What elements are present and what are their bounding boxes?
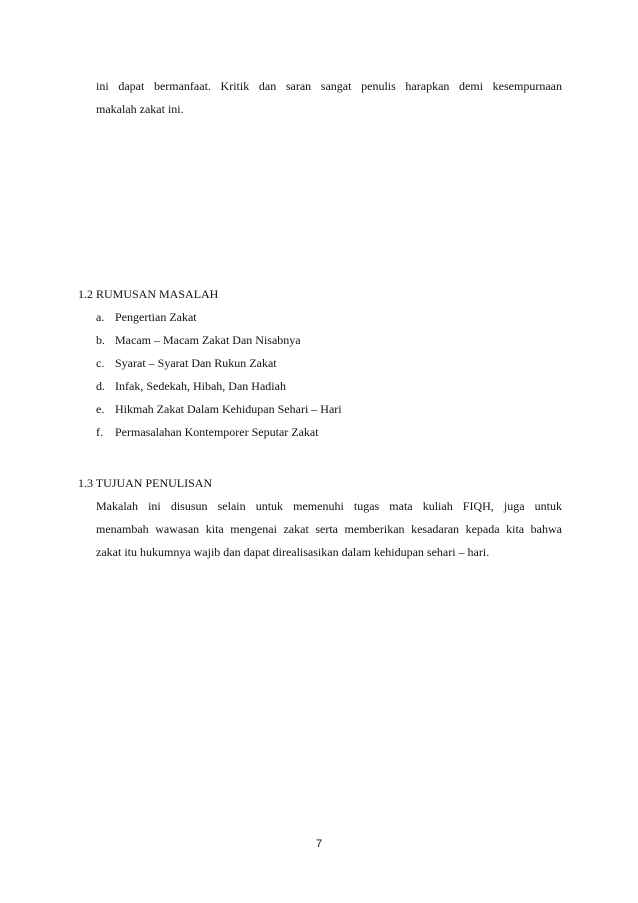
list-marker: a. <box>96 310 105 324</box>
list-marker: b. <box>96 333 105 347</box>
list-item <box>96 310 342 333</box>
list-marker: d. <box>96 379 105 393</box>
list-item-text: Hikmah Zakat Dalam Kehidupan Sehari – Hari <box>115 402 342 416</box>
list-marker: e. <box>96 402 105 416</box>
tujuan-paragraph-line-3: zakat itu hukumnya wajib dan dapat direalisasikan dalam kehidupan sehari – hari. <box>96 545 490 559</box>
section-heading-tujuan-penulisan: 1.3 TUJUAN PENULISAN <box>78 476 213 490</box>
rumusan-masalah-list <box>96 310 342 448</box>
intro-paragraph-line-2: makalah zakat ini. <box>96 102 184 116</box>
list-item <box>96 425 342 448</box>
list-item-text: Infak, Sedekah, Hibah, Dan Hadiah <box>115 379 286 393</box>
tujuan-paragraph-line-1: Makalah ini disusun selain untuk memenuhi tugas mata kuliah FIQH, juga untuk <box>96 499 562 513</box>
tujuan-paragraph-line-2: menambah wawasan kita mengenai zakat serta memberikan kesadaran kepada kita bahwa <box>96 522 562 536</box>
list-item-text: Macam – Macam Zakat Dan Nisabnya <box>115 333 301 347</box>
list-marker: f. <box>96 425 103 439</box>
section-heading-rumusan-masalah: 1.2 RUMUSAN MASALAH <box>78 287 219 301</box>
list-item-text: Pengertian Zakat <box>115 310 197 324</box>
intro-paragraph-line-1: ini dapat bermanfaat. Kritik dan saran sangat penulis harapkan demi kesempurnaan <box>96 79 562 93</box>
list-marker: c. <box>96 356 105 370</box>
page-number: 7 <box>315 838 323 850</box>
list-item <box>96 379 342 402</box>
list-item-text: Syarat – Syarat Dan Rukun Zakat <box>115 356 277 370</box>
list-item-text: Permasalahan Kontemporer Seputar Zakat <box>115 425 319 439</box>
list-item <box>96 356 342 379</box>
list-item <box>96 333 342 356</box>
list-item <box>96 402 342 425</box>
